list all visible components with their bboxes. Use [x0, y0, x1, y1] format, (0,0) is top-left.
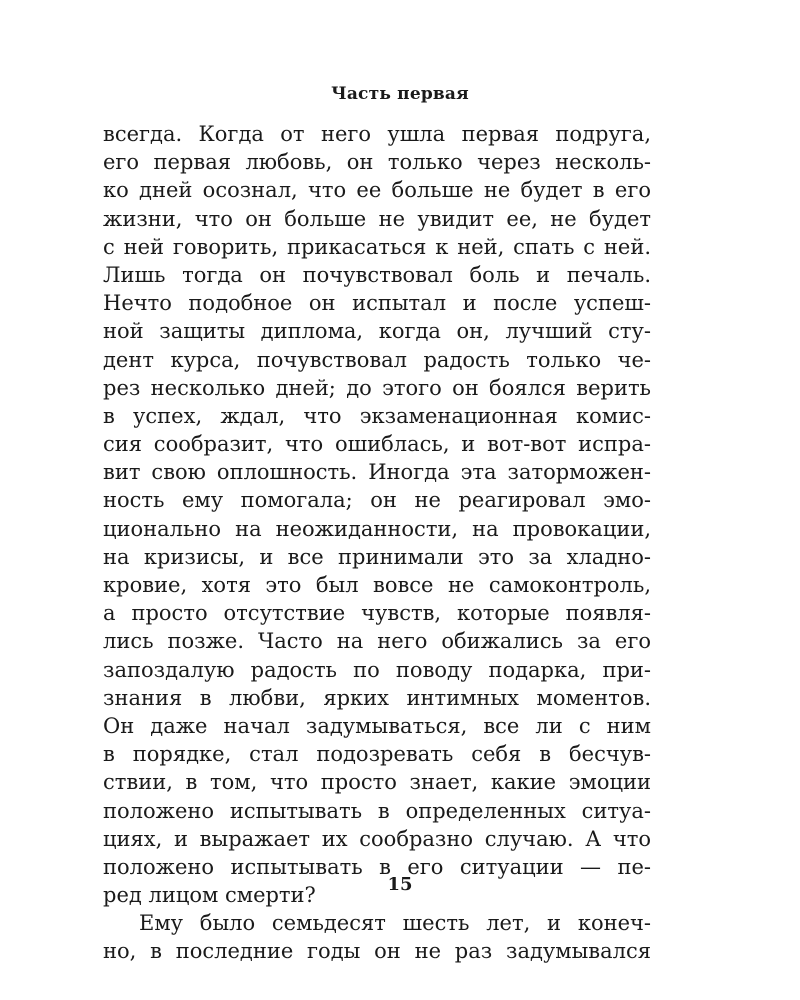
text-line: сия сообразит, что ошиблась, и вот-вот испра- [103, 432, 651, 457]
text-line: знания в любви, ярких интимных моментов. [103, 685, 651, 710]
text-line: на кризисы, и все принимали это за хладно- [103, 544, 651, 569]
text-line: а просто отсутствие чувств, которые появля- [103, 601, 651, 626]
text-line: Нечто подобное он испытал и после успеш- [103, 291, 651, 316]
text-line: запоздалую радость по поводу подарка, при- [103, 657, 651, 682]
text-line: положено испытывать в определенных ситуа- [103, 798, 651, 823]
text-line: ной защиты диплома, когда он, лучший сту- [103, 319, 651, 344]
text-line: ствии, в том, что просто знает, какие эмоции [103, 770, 651, 795]
text-line: Лишь тогда он почувствовал боль и печаль. [103, 262, 651, 287]
text-line: ционально на неожиданности, на провокации, [103, 516, 651, 541]
text-line: жизни, что он больше не увидит ее, не будет [103, 206, 651, 231]
text-line: но, в последние годы он не раз задумывался [103, 939, 651, 964]
text-line: рез несколько дней; до этого он боялся верить [103, 375, 651, 400]
text-line: лись позже. Часто на него обижались за его [103, 629, 651, 654]
text-line: ность ему помогала; он не реагировал эмо- [103, 488, 651, 513]
page-number: 15 [387, 874, 413, 895]
page-body-text [103, 120, 651, 966]
text-line: его первая любовь, он только через несколь- [103, 150, 651, 175]
text-line: положено испытывать в его ситуации — пе- [103, 854, 651, 879]
paragraph-end-line: ред лицом смерти? [103, 883, 316, 908]
paragraph-start-line: Ему было семьдесят шесть лет, и конеч- [139, 911, 651, 936]
text-line: всегда. Когда от него ушла первая подруга, [103, 122, 651, 146]
text-line: циях, и выражает их сообразно случаю. А что [103, 826, 651, 851]
text-line: дент курса, почувствовал радость только че- [103, 347, 651, 372]
text-line: в успех, ждал, что экзаменационная комис- [103, 403, 651, 428]
text-line: в порядке, стал подозревать себя в бесчув- [103, 742, 651, 767]
text-line: с ней говорить, прикасаться к ней, спать с ней. [103, 234, 651, 259]
text-line: кровие, хотя это был вовсе не самоконтроль, [103, 573, 651, 597]
text-line: вит свою оплошность. Иногда эта заторможен- [103, 460, 651, 485]
running-head: Часть первая [331, 84, 469, 104]
text-line: ко дней осознал, что ее больше не будет в его [103, 178, 651, 203]
text-line: Он даже начал задумываться, все ли с ним [103, 713, 651, 738]
